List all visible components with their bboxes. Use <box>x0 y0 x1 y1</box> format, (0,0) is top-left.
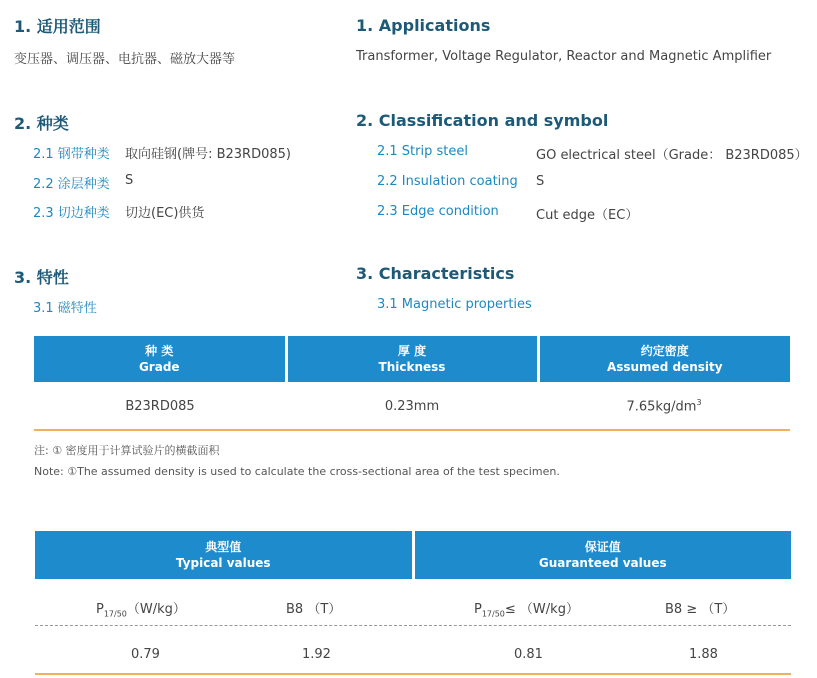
typical-p-symbol: P <box>96 602 104 617</box>
header-density-cn: 约定密度 <box>640 344 689 358</box>
cn-edge-value: 切边(EC)供货 <box>125 206 205 221</box>
header-guaranteed-cn: 保证值 <box>584 540 621 554</box>
guaranteed-p-subscript: 17/50 <box>481 609 505 619</box>
table-header-grade <box>34 336 286 382</box>
cn-edge-label: 2.3 切边种类 <box>33 206 110 221</box>
en-edge-value: Cut edge（EC） <box>536 208 639 223</box>
header-typical-cn: 典型值 <box>205 540 242 554</box>
header-typical-en: Typical values <box>175 556 271 570</box>
guaranteed-p1750-header <box>474 598 579 619</box>
table2-dashed-divider <box>35 625 791 626</box>
header-density-en: Assumed density <box>606 360 723 374</box>
header-grade-cn: 种 类 <box>145 344 174 358</box>
en-edge-label: 2.3 Edge condition <box>377 204 499 219</box>
table-header-density <box>538 336 790 382</box>
note-en: Note: ①The assumed density is used to calculate the cross-sectional area of the test specimen. <box>34 465 560 478</box>
cn-magnetic-properties-label: 3.1 磁特性 <box>33 301 97 316</box>
header-thickness-cn: 厚 度 <box>397 344 427 358</box>
table-row <box>34 382 790 430</box>
en-section-3-title: 3. Characteristics <box>356 264 515 283</box>
header-thickness-en: Thickness <box>378 360 446 374</box>
density-value: 7.65kg/dm <box>626 399 697 415</box>
note-cn: 注: ① 密度用于计算试验片的横截面积 <box>34 444 220 457</box>
en-magnetic-properties-label: 3.1 Magnetic properties <box>377 297 532 312</box>
en-strip-steel-label: 2.1 Strip steel <box>377 144 468 159</box>
guaranteed-p1750-value: 0.81 <box>514 647 543 662</box>
cn-section-1-title: 1. 适用范围 <box>14 17 101 36</box>
guaranteed-p-unit: ≤ （W/kg） <box>504 602 579 617</box>
en-strip-steel-value: GO electrical steel（Grade： B23RD085） <box>536 148 808 163</box>
typical-b8-header: B8 （T） <box>286 602 342 617</box>
header-grade-en: Grade <box>138 360 180 374</box>
typical-p-subscript: 17/50 <box>103 609 127 619</box>
cn-coating-label: 2.2 涂层种类 <box>33 177 110 192</box>
table1-bottom-rule <box>34 429 790 431</box>
table-header-thickness <box>286 336 538 382</box>
en-coating-value: S <box>536 174 545 189</box>
magnetic-values-table <box>35 531 791 579</box>
guaranteed-b8-header: B8 ≥ （T） <box>665 602 736 617</box>
cn-section-3-title: 3. 特性 <box>14 268 69 287</box>
grade-spec-table <box>34 336 790 430</box>
grade-cell: B23RD085 <box>125 398 195 414</box>
thickness-cell: 0.23mm <box>384 398 440 414</box>
cn-strip-steel-label: 2.1 钢带种类 <box>33 147 110 162</box>
table-header-guaranteed <box>413 531 791 579</box>
density-cell <box>538 382 790 430</box>
typical-p1750-header <box>96 598 186 619</box>
en-section-1-title: 1. Applications <box>356 16 491 35</box>
cn-coating-value: S <box>125 173 134 188</box>
header-guaranteed-en: Guaranteed values <box>538 556 667 570</box>
guaranteed-p-symbol: P <box>474 602 482 617</box>
guaranteed-b8-value: 1.88 <box>689 647 718 662</box>
cn-strip-steel-value: 取向硅钢(牌号: B23RD085) <box>125 147 291 162</box>
table2-bottom-rule <box>35 673 791 675</box>
cn-section-2-title: 2. 种类 <box>14 114 69 133</box>
en-section-1-body: Transformer, Voltage Regulator, Reactor and Magnetic Amplifier <box>356 49 772 64</box>
density-unit-exponent: 3 <box>696 397 702 407</box>
typical-p-unit: （W/kg） <box>126 602 186 617</box>
cn-section-1-body: 变压器、调压器、电抗器、磁放大器等 <box>14 52 236 67</box>
table-header-typical <box>35 531 413 579</box>
typical-p1750-value: 0.79 <box>131 647 160 662</box>
en-coating-label: 2.2 Insulation coating <box>377 174 518 189</box>
en-section-2-title: 2. Classification and symbol <box>356 111 609 130</box>
typical-b8-value: 1.92 <box>302 647 331 662</box>
